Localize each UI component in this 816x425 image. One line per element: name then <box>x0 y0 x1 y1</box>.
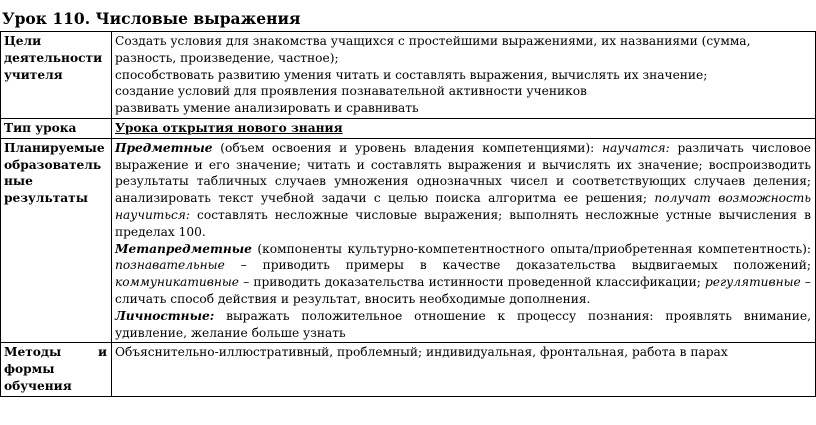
goals-label-line: деятельности <box>4 50 103 65</box>
table-row-results <box>1 138 816 343</box>
methods-label-line: формы <box>4 362 55 377</box>
goal-item: Создать условия для знакомства учащихся с простейшими выражениями, их названиями (сумма, разность, произведение, частное); <box>115 34 751 65</box>
results-content-cell <box>112 138 816 343</box>
subject-results-heading: Предметные <box>115 140 213 155</box>
subject-results-text: (объем освоения и уровень владения компетенциями): <box>212 140 602 155</box>
goals-label-cell <box>1 32 112 119</box>
goals-content-cell <box>112 32 816 119</box>
meta-results-paragraph <box>115 241 811 308</box>
subject-results-text: различать числовое выражение и его значение; читать и составлять выражения и вычислять их значение; воспроизводить результаты табличных случаев умножения однозначных чисел и соответствующих случаев деления; анализировать текст учебной задачи с целью поиска алгоритма ее решения; <box>115 140 811 206</box>
goal-item: развивать умение анализировать и сравнивать <box>115 101 419 116</box>
cognitive-label: познавательные <box>115 258 225 273</box>
will-learn-label: научатся: <box>601 140 670 155</box>
subject-results-text: составлять несложные числовые выражения; выполнять несложные устные вычисления в пределах 100. <box>115 207 811 239</box>
methods-label-line: обучения <box>4 378 72 393</box>
regulative-label: регулятивные <box>705 275 801 290</box>
results-label-line: образователь <box>4 157 102 172</box>
communicative-label: коммуникативные <box>115 275 239 290</box>
lesson-plan-table <box>0 31 816 397</box>
results-label-line: результаты <box>4 191 88 206</box>
goals-label-line: Цели <box>4 34 42 48</box>
meta-results-text: – приводить доказательства истинности проведенной классификации; <box>238 275 705 290</box>
lesson-type-label: Тип урока <box>4 120 77 135</box>
lesson-type-content-cell <box>112 118 816 138</box>
methods-label-line: Методы <box>4 345 62 360</box>
methods-label-first-line <box>4 344 107 361</box>
goal-item: способствовать развитию умения читать и составлять выражения, вычислять их значение; <box>115 67 708 82</box>
personal-results-heading: Личностные: <box>115 308 215 323</box>
meta-results-text: (компоненты культурно-компетентностного опыта/приобретенная компетентность): <box>251 241 811 256</box>
table-row-methods <box>1 343 816 396</box>
results-label-line: ные <box>4 174 33 189</box>
lesson-type-value: Урока открытия нового знания <box>115 120 343 135</box>
results-label-cell <box>1 138 112 343</box>
lesson-title: Урок 110. Числовые выражения <box>2 9 301 28</box>
personal-results-text: выражать положительное отношение к процессу познания: проявлять внимание, удивление, желание больше узнать <box>115 308 811 340</box>
table-row-lesson-type <box>1 118 816 138</box>
methods-label-cell <box>1 343 112 396</box>
goal-item: создание условий для проявления познавательной активности учеников <box>115 84 587 99</box>
meta-results-text: – сличать способ действия и результат, вносить необходимые дополнения. <box>115 275 811 306</box>
lesson-type-label-cell <box>1 118 112 138</box>
methods-label-and: и <box>97 345 107 360</box>
results-label-line: Планируемые <box>4 140 105 155</box>
methods-value: Объяснительно-иллюстративный, проблемный; индивидуальная, фронтальная, работа в парах <box>115 345 728 360</box>
personal-results-paragraph <box>115 308 811 342</box>
meta-results-text: – приводить примеры в качестве доказательства выдвигаемых положений; <box>224 258 811 273</box>
subject-results-paragraph <box>115 140 811 241</box>
will-have-opportunity-label: получат возможность научиться: <box>115 191 811 222</box>
table-row-goals <box>1 32 816 119</box>
meta-results-heading: Метапредметные <box>115 241 252 256</box>
methods-content-cell <box>112 343 816 396</box>
goals-label-line: учителя <box>4 67 63 82</box>
